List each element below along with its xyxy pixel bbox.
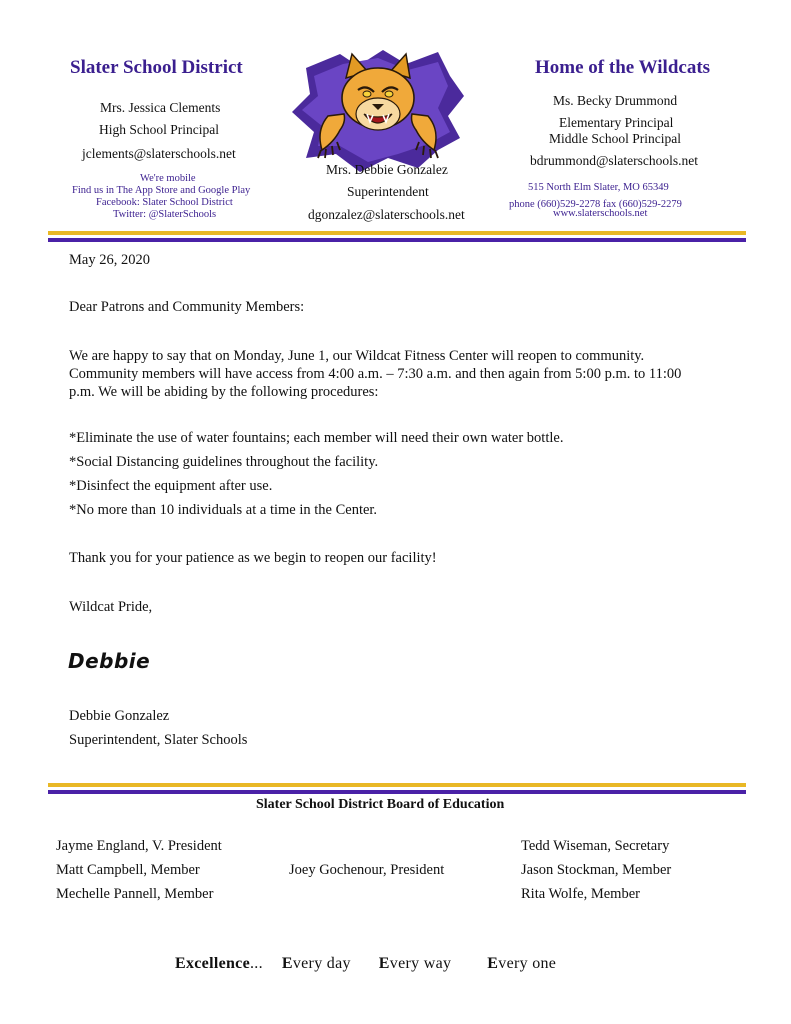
superintendent-name: Mrs. Debbie Gonzalez bbox=[326, 162, 448, 174]
letter-thanks: Thank you for your patience as we begin to reopen our facility! bbox=[69, 550, 437, 566]
motto-excellence: Excellence bbox=[175, 955, 250, 972]
letter-paragraph bbox=[69, 347, 769, 401]
superintendent-email[interactable]: dgonzalez@slaterschools.net bbox=[308, 207, 465, 222]
letter-salutation: Dear Patrons and Community Members: bbox=[69, 299, 305, 315]
district-address: 515 North Elm Slater, MO 65349 bbox=[528, 182, 669, 193]
paragraph-line-3: p.m. We will be abiding by the following procedures: bbox=[69, 384, 379, 400]
hs-principal-role: High School Principal bbox=[99, 122, 219, 137]
signature: Debbie bbox=[68, 649, 151, 673]
board-member: Jayme England, V. President bbox=[56, 838, 222, 854]
board-member: Mechelle Pannell, Member bbox=[56, 886, 214, 902]
mobile-note: We're mobile bbox=[140, 173, 196, 184]
motto-one-rest: very one bbox=[498, 955, 557, 972]
board-member: Joey Gochenour, President bbox=[289, 862, 445, 878]
motto-one-initial: E bbox=[487, 955, 499, 972]
ms-principal-role: Middle School Principal bbox=[549, 131, 681, 146]
procedure-item: *No more than 10 individuals at a time in the Center. bbox=[69, 502, 378, 518]
board-member: Tedd Wiseman, Secretary bbox=[521, 838, 670, 854]
district-website[interactable]: www.slaterschools.net bbox=[553, 208, 648, 219]
wildcats-title: Home of the Wildcats bbox=[535, 57, 711, 78]
hs-principal-email[interactable]: jclements@slaterschools.net bbox=[82, 146, 236, 161]
header-gold-rule bbox=[48, 231, 746, 235]
paragraph-line-2: Community members will have access from 4:00 a.m. – 7:30 a.m. and then again from 5:00 p.m. to 11:00 bbox=[69, 366, 682, 382]
motto-day-initial: E bbox=[281, 955, 293, 972]
elem-principal-email[interactable]: bdrummond@slaterschools.net bbox=[530, 153, 699, 168]
procedure-item: *Eliminate the use of water fountains; each member will need their own water bottle. bbox=[69, 430, 564, 446]
board-member: Rita Wolfe, Member bbox=[521, 886, 640, 902]
app-store-note: Find us in The App Store and Google Play bbox=[72, 185, 251, 196]
wildcat-logo-icon bbox=[288, 46, 468, 176]
motto-day-rest: very day bbox=[292, 955, 351, 972]
procedure-item: *Social Distancing guidelines throughout the facility. bbox=[69, 454, 379, 470]
signer-name: Debbie Gonzalez bbox=[69, 708, 170, 724]
board-member: Jason Stockman, Member bbox=[521, 862, 672, 878]
board-member: Matt Campbell, Member bbox=[56, 862, 200, 878]
board-title: Slater School District Board of Education bbox=[256, 797, 505, 812]
motto-ellipsis: ... bbox=[249, 955, 263, 972]
footer-purple-rule bbox=[48, 790, 746, 794]
twitter-note[interactable]: Twitter: @SlaterSchools bbox=[113, 209, 217, 220]
footer-gold-rule bbox=[48, 783, 746, 787]
hs-principal-name: Mrs. Jessica Clements bbox=[100, 100, 221, 115]
letter-date: May 26, 2020 bbox=[69, 252, 150, 268]
elem-principal-name: Ms. Becky Drummond bbox=[553, 93, 678, 108]
paragraph-line-1: We are happy to say that on Monday, June 1, our Wildcat Fitness Center will reopen to community. bbox=[69, 348, 645, 364]
letter-closing: Wildcat Pride, bbox=[69, 599, 153, 615]
district-phone-fax: phone (660)529-2278 fax (660)529-2279 bbox=[509, 199, 682, 210]
district-title: Slater School District bbox=[70, 57, 243, 78]
motto-way-rest: very way bbox=[389, 955, 452, 972]
superintendent-role: Superintendent bbox=[347, 184, 429, 199]
elem-principal-role: Elementary Principal bbox=[559, 115, 674, 130]
header-purple-rule bbox=[48, 238, 746, 242]
facebook-note[interactable]: Facebook: Slater School District bbox=[96, 197, 233, 208]
motto bbox=[175, 955, 556, 973]
procedure-item: *Disinfect the equipment after use. bbox=[69, 478, 273, 494]
motto-way-initial: E bbox=[378, 955, 390, 972]
signer-title: Superintendent, Slater Schools bbox=[69, 732, 248, 748]
